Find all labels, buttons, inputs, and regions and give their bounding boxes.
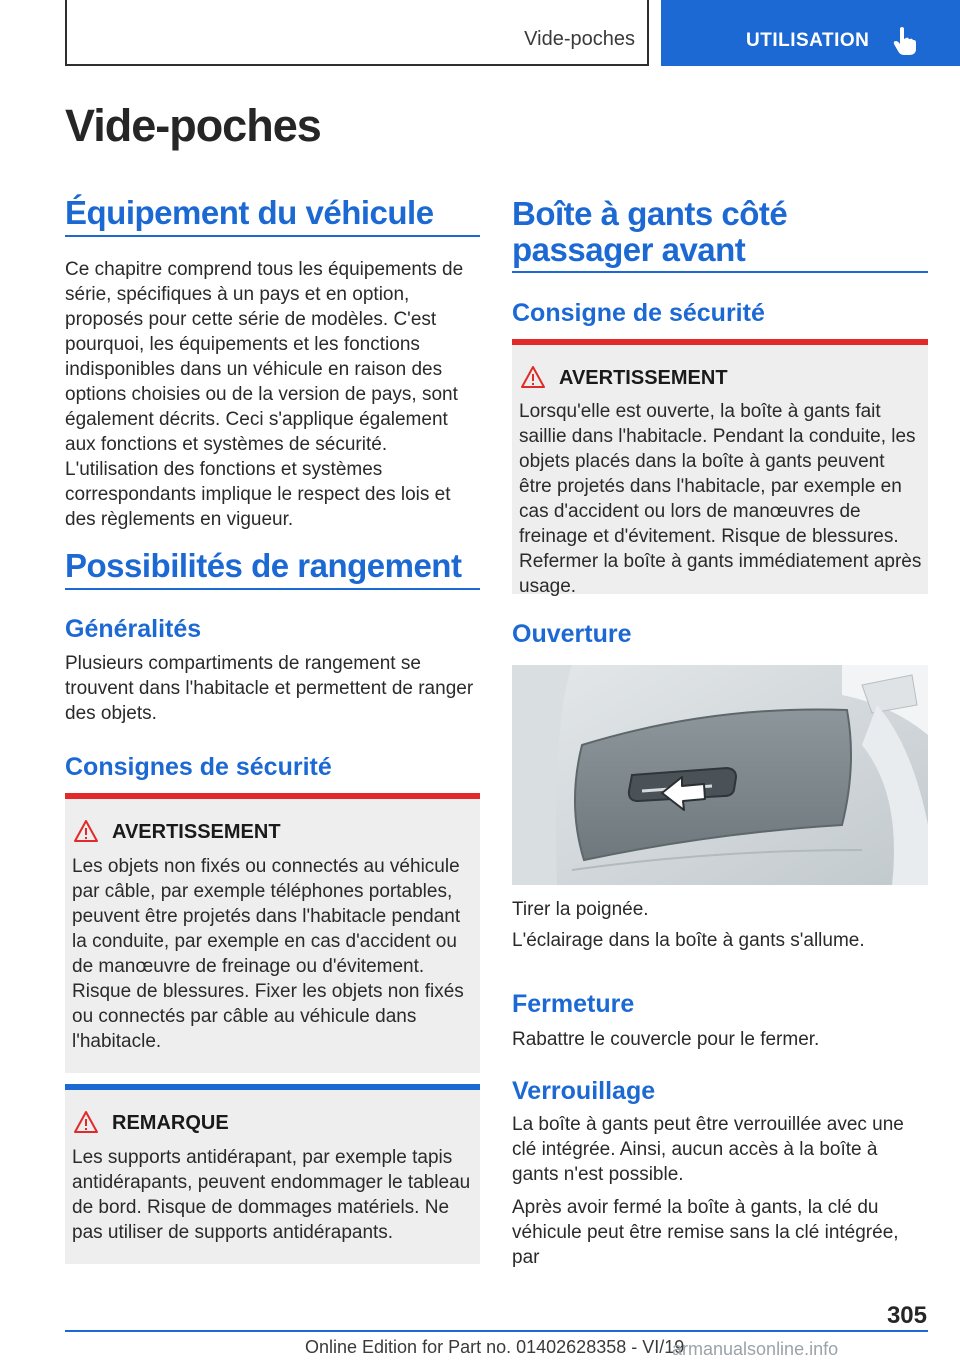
- subsection-title-verrouillage: Verrouillage: [512, 1077, 656, 1105]
- warning-text: Les objets non fixés ou connectés au véhicule par câble, par exemple téléphones portables, peuvent être projetés dans l'habitacle pendant la conduite, par exemple en cas d'accident ou de manœuvre de freinage ou d'évitement. Risque de blessures. Fixer les objets non fixés ou connectés par câble au véhicule dans l'habitacle.: [72, 856, 464, 1052]
- note-box: [65, 1084, 480, 1264]
- note-text: Les supports antidérapant, par exemple tapis antidérapants, peuvent endommager le tableau de bord. Risque de dommages matériels. Ne pas utiliser de supports antidérapants.: [72, 1147, 471, 1243]
- subsection-title-ouverture: Ouverture: [512, 620, 632, 648]
- warning-triangle-icon: [73, 819, 99, 843]
- footer-rule: [65, 1330, 928, 1332]
- header-section-title: Vide-poches: [524, 28, 635, 50]
- paragraph-ouverture-2: L'éclairage dans la boîte à gants s'allume.: [512, 930, 865, 951]
- warning-text: Lorsqu'elle est ouverte, la boîte à gants fait saillie dans l'habitacle. Pendant la conduite, les objets placés dans la boîte à gants peuvent être projetés dans l'habitacle, par exemple en cas d'accident ou lors de manœuvres de freinage et d'évitement. Risque de blessures. Refermer la boîte à gants immédiatement après usage.: [519, 401, 922, 597]
- paragraph-equipement: Ce chapitre comprend tous les équipements de série, spécifiques à un pays et en option, proposés pour cette série de modèles. C'est pourquoi, les équipements et les fonctions indisponibles dans un véhicule en raison des options choisies ou de la version de pays, sont également décrits. Ceci s'applique également aux fonctions et systèmes de sécurité. L'utilisation des fonctions et systèmes correspondants implique le respect des lois et des règlements en vigueur.: [65, 259, 464, 530]
- section-title-rangement: Possibilités de rangement: [65, 547, 462, 584]
- page-title: Vide-poches: [65, 100, 321, 151]
- subsection-title-generalites: Généralités: [65, 615, 202, 643]
- chapter-tab-label: UTILISATION: [746, 30, 870, 51]
- warning-label: AVERTISSEMENT: [112, 821, 281, 843]
- paragraph-generalites: Plusieurs compartiments de rangement se trouvent dans l'habitacle et permettent de ranger des objets.: [65, 653, 474, 724]
- warning-triangle-icon: [520, 365, 546, 389]
- section-title-equipement: Équipement du véhicule: [65, 194, 434, 231]
- page-number: 305: [886, 1302, 927, 1329]
- subsection-title-consigne: Consigne de sécurité: [512, 299, 765, 327]
- subsection-title-consignes: Consignes de sécurité: [65, 753, 332, 781]
- glovebox-drawing: [512, 665, 928, 885]
- chapter-tab[interactable]: [661, 0, 960, 66]
- note-triangle-icon: [73, 1110, 99, 1134]
- glovebox-illustration: [512, 665, 928, 885]
- section-rule: [512, 271, 928, 273]
- section-title-boite-a-gants: Boîte à gants côté passager avant: [512, 195, 788, 268]
- page-header: [65, 0, 960, 66]
- watermark: armanualsonline.info: [672, 1339, 839, 1359]
- pointing-hand-icon: [891, 26, 919, 56]
- header-section-box: [65, 0, 649, 66]
- note-label: REMARQUE: [112, 1112, 229, 1134]
- paragraph-ouverture-1: Tirer la poignée.: [512, 899, 649, 920]
- paragraph-verrouillage-2: Après avoir fermé la boîte à gants, la clé du véhicule peut être remise sans la clé intégrée, par: [512, 1197, 899, 1268]
- section-rule: [65, 588, 480, 590]
- section-rule: [65, 235, 480, 237]
- subsection-title-fermeture: Fermeture: [512, 990, 635, 1018]
- warning-label: AVERTISSEMENT: [559, 367, 728, 389]
- warning-box: [65, 793, 480, 1073]
- warning-box-right: [512, 339, 928, 597]
- paragraph-verrouillage-1: La boîte à gants peut être verrouillée avec une clé intégrée. Ainsi, aucun accès à la boîte à gants n'est possible.: [512, 1114, 904, 1185]
- footer-edition: Online Edition for Part no. 01402628358 - VI/19: [305, 1337, 685, 1357]
- paragraph-fermeture: Rabattre le couvercle pour le fermer.: [512, 1029, 820, 1050]
